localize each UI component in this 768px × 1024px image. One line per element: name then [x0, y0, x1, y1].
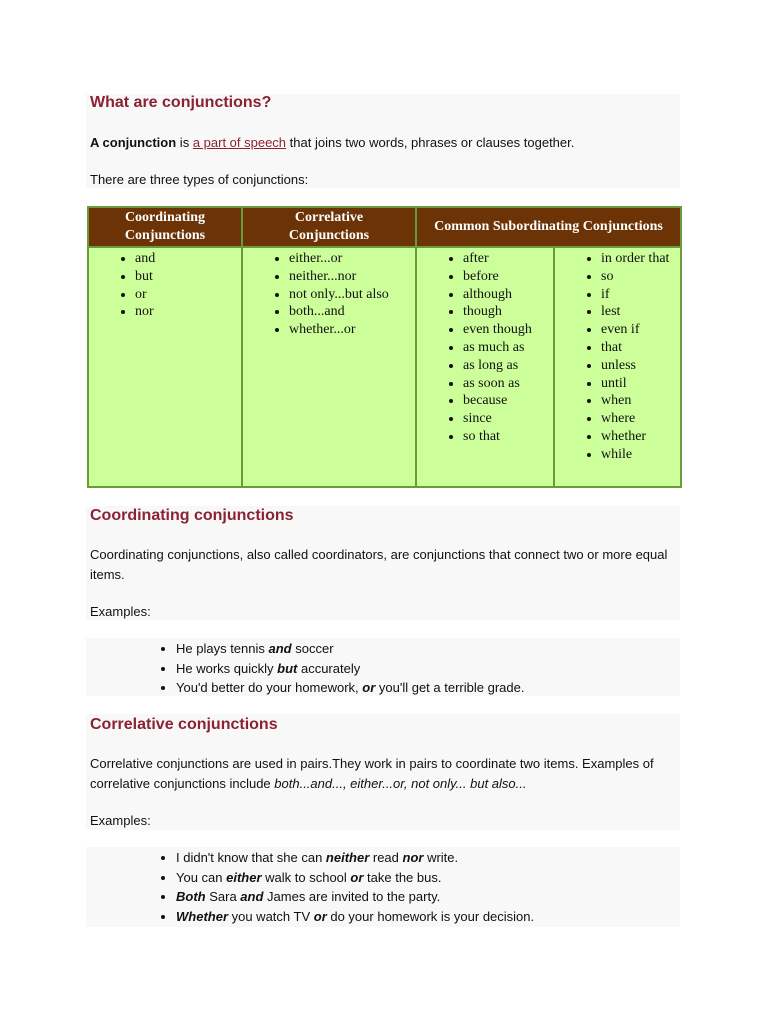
list-item: • in order that	[601, 250, 680, 268]
cell-subordinating-b	[554, 247, 681, 487]
list-item: • that	[601, 339, 680, 357]
example-text: James are invited to the party.	[263, 889, 441, 905]
coordinating-description: Coordinating conjunctions, also called coordinators, are conjunctions that connect two or more equal items.	[90, 547, 668, 582]
subordinating-list-a	[417, 250, 553, 446]
list-item: • nor	[135, 303, 241, 321]
conjunction-word: nor	[402, 850, 424, 865]
intro-rest: that joins two words, phrases or clauses together.	[286, 135, 575, 150]
list-item: • although	[463, 286, 553, 304]
conjunction-word: Whether	[176, 908, 228, 924]
correlative-heading: Correlative conjunctions	[90, 716, 278, 733]
example-item	[176, 887, 768, 907]
correlative-list	[243, 250, 415, 339]
conjunctions-table	[87, 206, 682, 488]
example-text: accurately	[297, 660, 361, 676]
list-item: • neither...nor	[289, 268, 415, 286]
conjunction-word: and	[268, 641, 292, 656]
list-item: • as much as	[463, 339, 553, 357]
list-item: • when	[601, 392, 680, 410]
list-item: • after	[463, 250, 553, 268]
conjunction-term: A conjunction	[90, 135, 177, 150]
cell-coordinating	[88, 247, 242, 487]
list-item: • even if	[601, 321, 680, 339]
example-item	[176, 907, 768, 927]
correlative-examples-list	[86, 848, 768, 926]
types-line: There are three types of conjunctions:	[90, 172, 309, 187]
coordinating-list	[89, 250, 241, 321]
list-item: • though	[463, 303, 553, 321]
list-item: • not only...but also	[289, 286, 415, 304]
example-text: I didn't know that she can	[176, 850, 326, 865]
list-item: • as long as	[463, 357, 553, 375]
example-text: walk to school	[261, 869, 351, 885]
list-item: • where	[601, 410, 680, 428]
list-item: • but	[135, 268, 241, 286]
list-item: • both...and	[289, 303, 415, 321]
example-item	[176, 639, 768, 659]
example-item	[176, 868, 768, 888]
list-item: • lest	[601, 303, 680, 321]
conjunction-word: or	[313, 908, 327, 924]
intro-definition	[90, 133, 574, 153]
list-item: • and	[135, 250, 241, 268]
correlative-description-text: Correlative conjunctions are used in pairs.They work in pairs to coordinate two items. Examples of correlative conjunctions include	[90, 756, 654, 791]
list-item: • since	[463, 410, 553, 428]
correlative-description	[90, 754, 680, 794]
coordinating-examples-label: Examples:	[90, 604, 151, 619]
coordinating-examples-list	[86, 639, 768, 698]
example-text: you'll get a terrible grade.	[375, 680, 525, 696]
list-item: • if	[601, 286, 680, 304]
correlative-examples-label: Examples:	[90, 813, 151, 828]
header-subordinating: Common Subordinating Conjunctions	[416, 207, 681, 247]
cell-subordinating-a	[416, 247, 554, 487]
list-item: • unless	[601, 357, 680, 375]
example-text: You'd better do your homework,	[176, 680, 363, 696]
example-text: He plays tennis	[176, 641, 269, 656]
conjunction-word: or	[350, 869, 364, 885]
example-text: soccer	[291, 641, 334, 656]
list-item: • before	[463, 268, 553, 286]
list-item: • whether...or	[289, 321, 415, 339]
conjunction-word: but	[277, 660, 298, 676]
conjunction-word: or	[362, 680, 376, 696]
list-item: • or	[135, 286, 241, 304]
list-item: • until	[601, 375, 680, 393]
list-item: • as soon as	[463, 375, 553, 393]
example-text: you watch TV	[228, 908, 314, 924]
header-coordinating: Coordinating Conjunctions	[88, 207, 242, 247]
list-item: • because	[463, 392, 553, 410]
list-item: • so	[601, 268, 680, 286]
list-item: • even though	[463, 321, 553, 339]
list-item: • so that	[463, 428, 553, 446]
conjunction-word: either	[226, 869, 262, 885]
example-text: read	[369, 850, 403, 865]
coordinating-heading: Coordinating conjunctions	[90, 507, 294, 524]
part-of-speech-link[interactable]: a part of speech	[192, 135, 287, 150]
example-item	[176, 848, 768, 868]
list-item: • either...or	[289, 250, 415, 268]
example-text: write.	[423, 850, 459, 865]
list-item: • while	[601, 446, 680, 464]
example-text: Sara	[205, 889, 241, 905]
intro-is: is	[176, 135, 193, 150]
conjunction-word: and	[240, 889, 264, 905]
cell-correlative	[242, 247, 416, 487]
example-item	[176, 659, 768, 679]
example-text: He works quickly	[176, 660, 278, 676]
example-text: do your homework is your decision.	[326, 908, 535, 924]
list-item: • whether	[601, 428, 680, 446]
example-text: You can	[176, 869, 227, 885]
example-text: take the bus.	[363, 869, 442, 885]
conjunction-word: Both	[176, 889, 206, 905]
header-correlative: Correlative Conjunctions	[242, 207, 416, 247]
example-item	[176, 678, 768, 698]
page-title: What are conjunctions?	[90, 94, 272, 111]
conjunction-word: neither	[325, 850, 370, 865]
correlative-description-italic: both...and..., either...or, not only... but also...	[274, 776, 527, 791]
subordinating-list-b	[555, 250, 680, 464]
